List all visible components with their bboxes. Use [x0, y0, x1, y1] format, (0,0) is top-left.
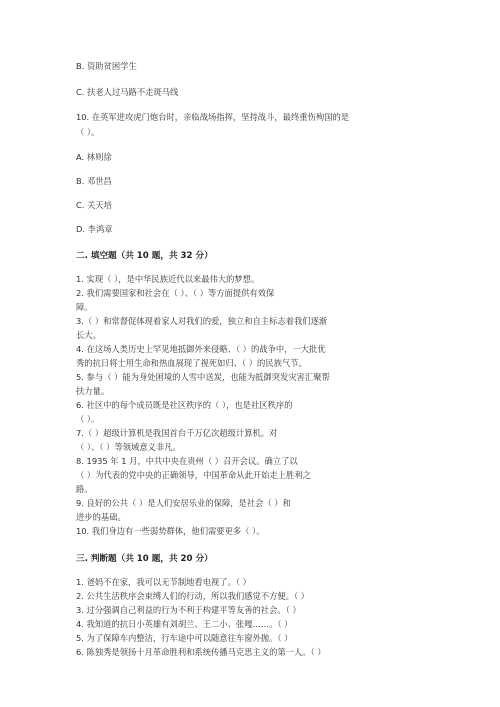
q9-option-c: C. 扶老人过马路不走斑马线 — [76, 87, 179, 97]
fill-q5: 5. 参与（ ）能为身处困境的人雪中送炭，也能为抵御突发灾害汇聚帮 — [76, 372, 330, 382]
q9-option-b: B. 资助贫困学生 — [76, 61, 137, 71]
fill-q2: 2. 我们需要国家和社会在（ ）、（ ）等方面提供有效保 — [76, 288, 275, 298]
fill-q8-cont2: 路。 — [76, 484, 93, 494]
judge-q6: 6. 陈独秀是领扬十月革命胜利和系统传播马克思主义的第一人。（ ） — [76, 647, 326, 657]
fill-q10: 10. 我们身边有一些弱势群体，他们需要更多（ ）。 — [76, 526, 265, 536]
q10-option-c: C. 关天培 — [76, 200, 112, 210]
judge-q4: 4. 我知道的抗日小英雄有刘胡兰、王二小、张嘎……。（ ） — [76, 619, 293, 629]
fill-section-heading: 二. 填空题（共 10 题，共 32 分） — [76, 251, 213, 261]
judge-q1: 1. 爸妈不在家，我可以无节制地看电视了。（ ） — [76, 577, 251, 587]
fill-q3: 3.（ ）和常督促体现着家人对我们的爱，独立和自主标志着我们逐渐 — [76, 316, 328, 326]
fill-q8: 8. 1935 年 1 月，中共中央在贵州（ ）召开会议。确立了以 — [76, 456, 298, 466]
fill-q3-cont: 长大。 — [76, 330, 101, 340]
q10-option-a: A. 林则徐 — [76, 152, 112, 162]
fill-q9-cont: 进步的基础。 — [76, 512, 126, 522]
fill-q7-cont: （ ）、（ ）等领域意义非凡。 — [76, 442, 181, 452]
fill-q9: 9. 良好的公共（ ）是人们安居乐业的保障，是社会（ ）和 — [76, 498, 291, 508]
q10-stem-cont: （ ）。 — [76, 127, 100, 137]
fill-q6-cont: （ ）。 — [76, 414, 100, 424]
q10-option-b: B. 邓世昌 — [76, 176, 112, 186]
fill-q1: 1. 实现（ ），是中华民族近代以来最伟大的梦想。 — [76, 274, 260, 284]
judge-q5: 5. 为了保障车内整洁，行车途中可以随意往车窗外抛。（ ） — [76, 633, 293, 643]
fill-q7: 7.（ ）超级计算机是我国首台千万亿次超级计算机。对 — [76, 428, 278, 438]
fill-q5-cont: 扶力量。 — [76, 386, 110, 396]
fill-q4-cont: 秀的抗日将士用生命和热血展现了视死如归、（ ）的民族气节。 — [76, 358, 307, 368]
q10-option-d: D. 李鸿章 — [76, 224, 113, 234]
judge-q2: 2. 公共生活秩序会束缚人们的行动，所以我们感觉不方便。（ ） — [76, 591, 310, 601]
fill-q6: 6. 社区中的每个成员既是社区秩序的（ ），也是社区秩序的 — [76, 400, 293, 410]
q10-stem: 10. 在英军进攻虎门炮台时，亲临战场指挥，坚持战斗，最终重伤殉国的是 — [76, 112, 350, 122]
judge-q3: 3. 过分强调自己利益的行为不利于构建平等友善的社会。（ ） — [76, 605, 301, 615]
judge-section-heading: 三. 判断题（共 10 题，共 20 分） — [76, 554, 213, 564]
fill-q4: 4. 在这场人类历史上罕见地抵御外来侵略、（ ）的战争中，一大批优 — [76, 344, 326, 354]
fill-q8-cont: （ ）为代表的党中央的正确领导，中国革命从此开始走上胜利之 — [76, 470, 311, 480]
fill-q2-cont: 障。 — [76, 302, 93, 312]
